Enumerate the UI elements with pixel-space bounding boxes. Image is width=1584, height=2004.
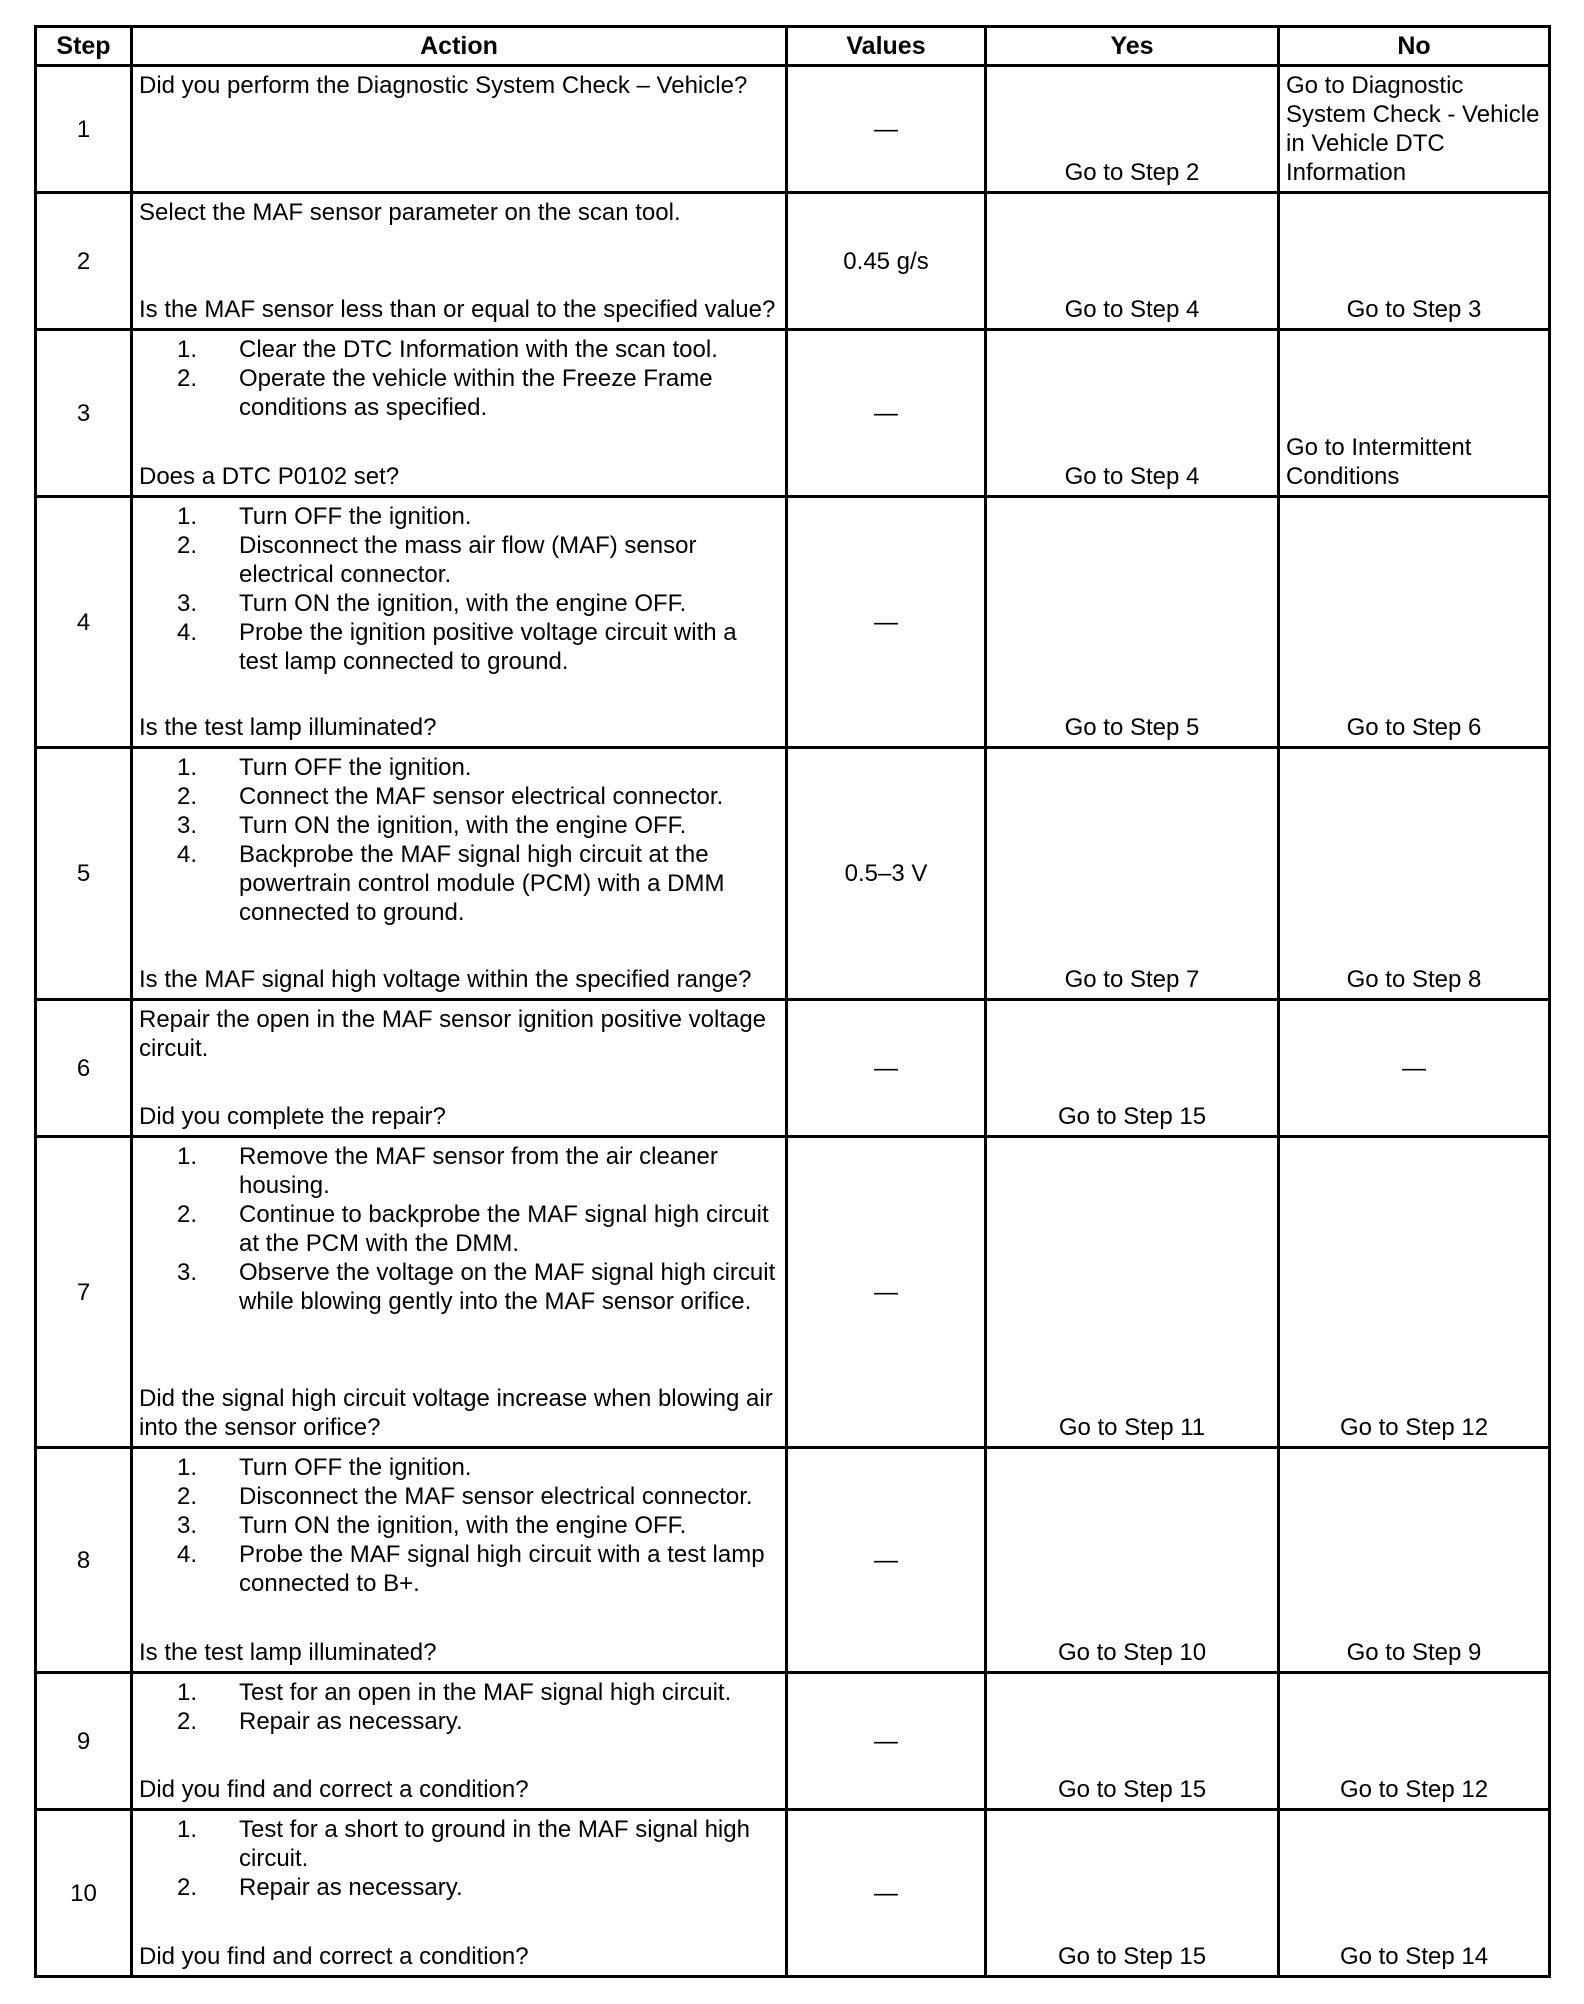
action-steps-list [139, 1815, 777, 1902]
action-steps-list [139, 335, 777, 422]
action-step-text: Observe the voltage on the MAF signal high circuit while blowing gently into the MAF sensor orifice. [239, 1259, 776, 1315]
action-cell [132, 330, 787, 497]
table-row [36, 330, 1550, 497]
action-step-number: 2. [176, 365, 197, 392]
yes-link[interactable]: Go to Step 10 [1057, 1639, 1207, 1666]
action-step-text: Continue to backprobe the MAF signal high circuit at the PCM with the DMM. [239, 1201, 769, 1257]
table-row [36, 1000, 1550, 1137]
action-step-item [139, 811, 777, 840]
action-step-text: Operate the vehicle within the Freeze Frame conditions as specified. [239, 365, 713, 421]
action-step-item [139, 1142, 777, 1200]
no-link[interactable]: Go to Step 9 [1346, 1639, 1482, 1666]
action-step-item [139, 618, 777, 676]
action-step-number: 2. [176, 1708, 197, 1735]
no-cell [1279, 1000, 1550, 1137]
action-step-number: 3. [176, 812, 197, 839]
no-cell [1279, 330, 1550, 497]
value-cell: 0.45 g/s [787, 193, 986, 330]
no-cell [1279, 748, 1550, 1000]
action-step-item [139, 1873, 777, 1902]
no-link[interactable]: Go to Step 3 [1346, 296, 1482, 323]
action-step-item [139, 1200, 777, 1258]
action-step-number: 4. [176, 1541, 197, 1568]
value-cell: — [787, 1137, 986, 1448]
action-step-text: Remove the MAF sensor from the air cleaner housing. [239, 1143, 718, 1199]
header-no: No [1279, 27, 1550, 66]
table-row [36, 1810, 1550, 1977]
no-link: — [1402, 1054, 1426, 1082]
table-body [36, 66, 1550, 1977]
yes-cell [986, 1673, 1279, 1810]
action-step-number: 1. [176, 503, 197, 530]
action-cell [132, 1673, 787, 1810]
action-step-number: 2. [176, 1874, 197, 1901]
action-step-item [139, 1707, 777, 1736]
action-step-text: Repair as necessary. [239, 1874, 463, 1901]
step-number: 4 [36, 497, 132, 748]
action-step-text: Disconnect the MAF sensor electrical connector. [239, 1483, 753, 1510]
yes-link[interactable]: Go to Step 4 [1064, 463, 1200, 490]
action-steps-list [139, 1453, 777, 1598]
action-step-text: Turn OFF the ignition. [239, 503, 472, 530]
action-cell [132, 66, 787, 193]
yes-cell [986, 1448, 1279, 1673]
action-step-number: 2. [176, 1201, 197, 1228]
no-link[interactable]: Go to Diagnostic System Check - Vehicle in Vehicle DTC Information [1286, 72, 1540, 186]
value-cell: — [787, 1810, 986, 1977]
no-cell [1279, 193, 1550, 330]
action-cell [132, 497, 787, 748]
action-question: Does a DTC P0102 set? [139, 463, 400, 490]
yes-link[interactable]: Go to Step 4 [1064, 296, 1200, 323]
action-step-text: Test for an open in the MAF signal high circuit. [239, 1679, 732, 1706]
action-cell [132, 1000, 787, 1137]
value-cell: — [787, 1673, 986, 1810]
yes-link[interactable]: Go to Step 5 [1064, 714, 1200, 741]
action-steps-list [139, 753, 777, 927]
table-row [36, 1448, 1550, 1673]
yes-cell [986, 193, 1279, 330]
yes-cell [986, 1137, 1279, 1448]
action-step-item [139, 1482, 777, 1511]
action-step-number: 1. [176, 1143, 197, 1170]
action-step-text: Turn OFF the ignition. [239, 1454, 472, 1481]
yes-link[interactable]: Go to Step 15 [1057, 1776, 1207, 1803]
table-row [36, 748, 1550, 1000]
header-yes: Yes [986, 27, 1279, 66]
yes-cell [986, 66, 1279, 193]
action-question: Did the signal high circuit voltage increase when blowing air into the sensor orifice? [139, 1385, 773, 1441]
no-link[interactable]: Go to Step 14 [1339, 1943, 1489, 1970]
action-step-text: Backprobe the MAF signal high circuit at the powertrain control module (PCM) with a DMM connected to ground. [239, 841, 725, 926]
action-cell [132, 748, 787, 1000]
action-intro: Select the MAF sensor parameter on the scan tool. [139, 199, 681, 226]
table-row [36, 1673, 1550, 1810]
value-cell: — [787, 497, 986, 748]
table-row [36, 1137, 1550, 1448]
step-number: 7 [36, 1137, 132, 1448]
no-link[interactable]: Go to Step 12 [1339, 1776, 1489, 1803]
action-step-item [139, 753, 777, 782]
action-step-text: Test for a short to ground in the MAF signal high circuit. [239, 1816, 750, 1872]
yes-link[interactable]: Go to Step 11 [1058, 1414, 1206, 1441]
action-step-text: Turn OFF the ignition. [239, 754, 472, 781]
action-steps-list [139, 1142, 777, 1316]
yes-cell [986, 497, 1279, 748]
action-step-item [139, 589, 777, 618]
no-link[interactable]: Go to Step 8 [1346, 966, 1482, 993]
yes-cell [986, 1810, 1279, 1977]
no-cell [1279, 1448, 1550, 1673]
header-row [36, 27, 1550, 66]
action-step-number: 4. [176, 841, 197, 868]
no-link[interactable]: Go to Step 12 [1339, 1414, 1489, 1441]
action-step-number: 3. [176, 1512, 197, 1539]
value-cell: — [787, 66, 986, 193]
no-link[interactable]: Go to Step 6 [1346, 714, 1482, 741]
action-step-number: 1. [176, 336, 197, 363]
step-number: 5 [36, 748, 132, 1000]
action-step-item [139, 1815, 777, 1873]
step-number: 2 [36, 193, 132, 330]
action-question: Is the MAF sensor less than or equal to the specified value? [139, 296, 776, 323]
no-cell [1279, 1137, 1550, 1448]
action-question: Is the MAF signal high voltage within the specified range? [139, 966, 752, 993]
action-step-text: Probe the ignition positive voltage circuit with a test lamp connected to ground. [239, 619, 737, 675]
action-step-item [139, 1453, 777, 1482]
value-cell: — [787, 1000, 986, 1137]
step-number: 8 [36, 1448, 132, 1673]
action-question: Is the test lamp illuminated? [139, 714, 437, 741]
yes-cell [986, 330, 1279, 497]
action-steps-list [139, 1678, 777, 1736]
action-step-number: 1. [176, 754, 197, 781]
no-cell [1279, 1810, 1550, 1977]
no-cell [1279, 1673, 1550, 1810]
action-step-number: 1. [176, 1454, 197, 1481]
yes-cell [986, 748, 1279, 1000]
action-step-number: 1. [176, 1679, 197, 1706]
action-step-item [139, 1678, 777, 1707]
value-cell: 0.5–3 V [787, 748, 986, 1000]
action-question: Did you find and correct a condition? [139, 1776, 529, 1803]
action-question: Did you complete the repair? [139, 1103, 446, 1130]
action-step-item [139, 502, 777, 531]
step-number: 1 [36, 66, 132, 193]
action-steps-list [139, 502, 777, 676]
action-step-text: Turn ON the ignition, with the engine OFF. [239, 590, 687, 617]
action-step-text: Repair as necessary. [239, 1708, 463, 1735]
action-cell [132, 1137, 787, 1448]
action-intro: Did you perform the Diagnostic System Check – Vehicle? [139, 72, 748, 99]
action-step-text: Disconnect the mass air flow (MAF) sensor electrical connector. [239, 532, 697, 588]
action-intro: Repair the open in the MAF sensor ignition positive voltage circuit. [139, 1006, 767, 1062]
action-step-number: 3. [176, 590, 197, 617]
action-step-number: 4. [176, 619, 197, 646]
action-step-text: Connect the MAF sensor electrical connector. [239, 783, 724, 810]
step-number: 10 [36, 1810, 132, 1977]
action-cell [132, 193, 787, 330]
step-number: 9 [36, 1673, 132, 1810]
action-step-item [139, 782, 777, 811]
action-step-item [139, 364, 777, 422]
value-cell: — [787, 330, 986, 497]
action-step-item [139, 531, 777, 589]
step-number: 6 [36, 1000, 132, 1137]
action-step-number: 2. [176, 783, 197, 810]
action-step-item [139, 840, 777, 927]
action-step-item [139, 1540, 777, 1598]
action-step-text: Clear the DTC Information with the scan tool. [239, 336, 718, 363]
action-step-item [139, 1511, 777, 1540]
table-row [36, 497, 1550, 748]
header-action: Action [132, 27, 787, 66]
action-step-text: Probe the MAF signal high circuit with a test lamp connected to B+. [239, 1541, 765, 1597]
yes-link[interactable]: Go to Step 2 [1064, 159, 1200, 186]
action-step-text: Turn ON the ignition, with the engine OFF. [239, 812, 687, 839]
header-step: Step [36, 27, 132, 66]
action-cell [132, 1448, 787, 1673]
action-step-item [139, 335, 777, 364]
table-row [36, 66, 1550, 193]
yes-link[interactable]: Go to Step 15 [1057, 1943, 1207, 1970]
diagnostic-table [34, 25, 1551, 1978]
action-question: Did you find and correct a condition? [139, 1943, 529, 1970]
action-step-item [139, 1258, 777, 1316]
action-step-text: Turn ON the ignition, with the engine OFF. [239, 1512, 687, 1539]
action-cell [132, 1810, 787, 1977]
header-values: Values [787, 27, 986, 66]
action-step-number: 3. [176, 1259, 197, 1286]
action-step-number: 2. [176, 532, 197, 559]
yes-cell [986, 1000, 1279, 1137]
action-step-number: 1. [176, 1816, 197, 1843]
value-cell: — [787, 1448, 986, 1673]
action-step-number: 2. [176, 1483, 197, 1510]
no-cell [1279, 66, 1550, 193]
yes-link[interactable]: Go to Step 7 [1064, 966, 1200, 993]
no-cell [1279, 497, 1550, 748]
yes-link[interactable]: Go to Step 15 [1057, 1103, 1207, 1130]
no-link[interactable]: Go to Intermittent Conditions [1286, 434, 1472, 490]
action-question: Is the test lamp illuminated? [139, 1639, 437, 1666]
table-row [36, 193, 1550, 330]
step-number: 3 [36, 330, 132, 497]
